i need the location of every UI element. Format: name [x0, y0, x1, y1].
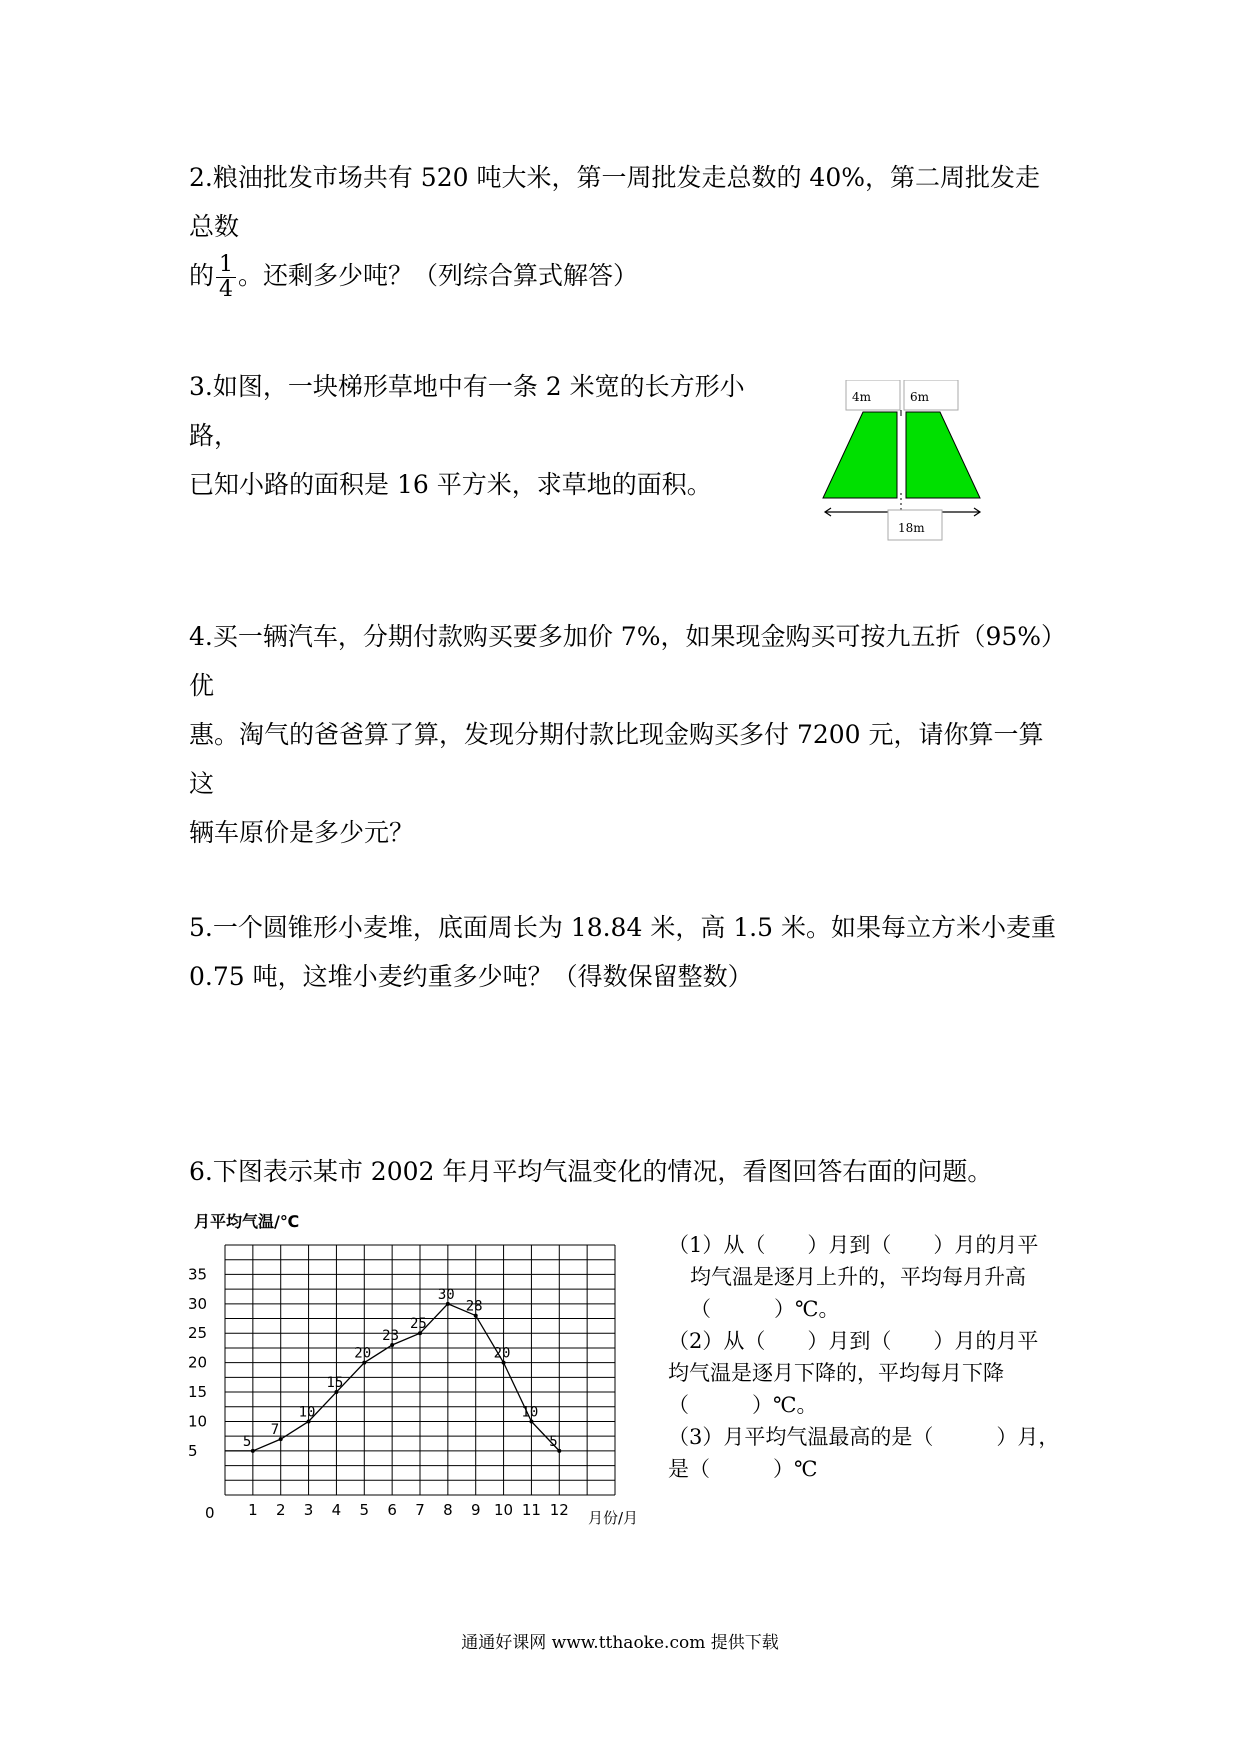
- q2-line-1: 2.粮油批发市场共有 520 吨大米，第一周批发走总数的 40%，第二周批发走总数: [189, 163, 1040, 241]
- x-tick-label: 3: [303, 1501, 314, 1519]
- x-tick-label: 5: [359, 1501, 370, 1519]
- q2-suffix: 。还剩多少吨？（列综合算式解答）: [238, 261, 639, 290]
- sub1-line-3: （ ）℃。: [690, 1297, 840, 1321]
- grass-right: [906, 412, 980, 498]
- fraction-numerator: 1: [216, 253, 236, 278]
- x-tick-label: 10: [494, 1501, 514, 1519]
- y-tick-label: 30: [188, 1294, 208, 1313]
- question-3: [189, 362, 789, 509]
- x-tick-label: 1: [248, 1501, 258, 1519]
- data-point: [251, 1449, 255, 1453]
- x-tick-label: 2: [275, 1501, 286, 1519]
- y-tick-label: 15: [188, 1383, 208, 1402]
- y-tick-label: 20: [188, 1353, 208, 1372]
- data-label: 7: [270, 1422, 280, 1439]
- page-footer: 通通好课网 www.tthaoke.com 提供下载: [461, 1633, 779, 1653]
- question-4: [189, 612, 1059, 857]
- data-point: [279, 1437, 283, 1441]
- data-point: [557, 1449, 561, 1453]
- data-label: 20: [493, 1345, 511, 1362]
- data-label: 23: [382, 1328, 400, 1344]
- data-label: 30: [437, 1286, 455, 1303]
- chart-y-axis-title: 月平均气温/℃: [194, 1212, 300, 1231]
- chart-origin-label: 0: [205, 1504, 215, 1522]
- question-5: [189, 903, 1059, 1001]
- fraction-denominator: 4: [219, 277, 234, 302]
- top-left-label: 4m: [852, 390, 872, 404]
- q4-line-1: 4.买一辆汽车，分期付款购买要多加价 7%，如果现金购买可按九五折（95%）优: [189, 622, 1054, 700]
- trapezoid-figure: [820, 380, 1010, 545]
- fraction-one-quarter: [216, 253, 236, 302]
- q2-prefix: 的: [189, 261, 215, 290]
- data-label: 5: [549, 1433, 558, 1450]
- question-6: [189, 1147, 1059, 1196]
- bottom-label: 18m: [898, 521, 925, 535]
- data-label: 25: [410, 1316, 427, 1333]
- x-tick-label: 4: [331, 1501, 342, 1519]
- y-tick-label: 5: [188, 1441, 198, 1460]
- sub2-line-3: （ ）℃。: [668, 1393, 818, 1417]
- q3-line-1: 3.如图，一块梯形草地中有一条 2 米宽的长方形小路，: [189, 372, 745, 450]
- q4-line-3: 辆车原价是多少元？: [189, 818, 415, 847]
- sub3-line-2: 是（ ）℃: [668, 1457, 818, 1481]
- sub2-line-1: （2）从（ ）月到（ ）月的月平: [668, 1329, 1039, 1353]
- x-tick-label: 8: [443, 1501, 453, 1519]
- q2-line-2: [189, 251, 1059, 302]
- data-label: 10: [298, 1404, 316, 1421]
- sub1-line-1: （1）从（ ）月到（ ）月的月平: [668, 1233, 1039, 1257]
- y-tick-label: 35: [188, 1265, 208, 1284]
- x-tick-label: 6: [387, 1501, 397, 1519]
- x-tick-label: 12: [549, 1501, 569, 1519]
- sub1-line-2: 均气温是逐月上升的，平均每月升高: [690, 1265, 1026, 1289]
- chart-grid: [225, 1245, 615, 1495]
- sub2-line-2: 均气温是逐月下降的，平均每月下降: [668, 1361, 1004, 1385]
- q5-line-1: 5.一个圆锥形小麦堆，底面周长为 18.84 米，高 1.5 米。如果每立方米小麦重: [189, 913, 1056, 942]
- chart-x-axis-title: 月份/月: [588, 1509, 639, 1527]
- x-tick-label: 11: [521, 1501, 541, 1519]
- data-label: 5: [242, 1433, 252, 1450]
- temperature-line-chart: [180, 1205, 660, 1550]
- question-6-sub-questions: [668, 1229, 1068, 1485]
- data-label: 10: [521, 1404, 539, 1421]
- data-label: 28: [465, 1298, 483, 1315]
- y-tick-label: 10: [188, 1412, 208, 1431]
- grass-left: [823, 412, 897, 498]
- q6-line-1: 6.下图表示某市 2002 年月平均气温变化的情况，看图回答右面的问题。: [189, 1157, 993, 1186]
- q5-line-2: 0.75 吨，这堆小麦约重多少吨？（得数保留整数）: [189, 962, 753, 991]
- data-label: 15: [326, 1375, 344, 1392]
- data-label: 20: [354, 1345, 372, 1362]
- q4-line-2: 惠。淘气的爸爸算了算，发现分期付款比现金购买多付 7200 元，请你算一算这: [189, 720, 1044, 798]
- chart-series: [225, 1287, 561, 1453]
- x-tick-label: 7: [415, 1501, 425, 1519]
- sub3-line-1: （3）月平均气温最高的是（ ）月，: [668, 1425, 1060, 1449]
- x-tick-label: 9: [470, 1501, 481, 1519]
- question-2: [189, 153, 1059, 302]
- q3-line-2: 已知小路的面积是 16 平方米，求草地的面积。: [189, 470, 712, 499]
- top-right-label: 6m: [910, 390, 930, 404]
- y-tick-label: 25: [188, 1324, 208, 1343]
